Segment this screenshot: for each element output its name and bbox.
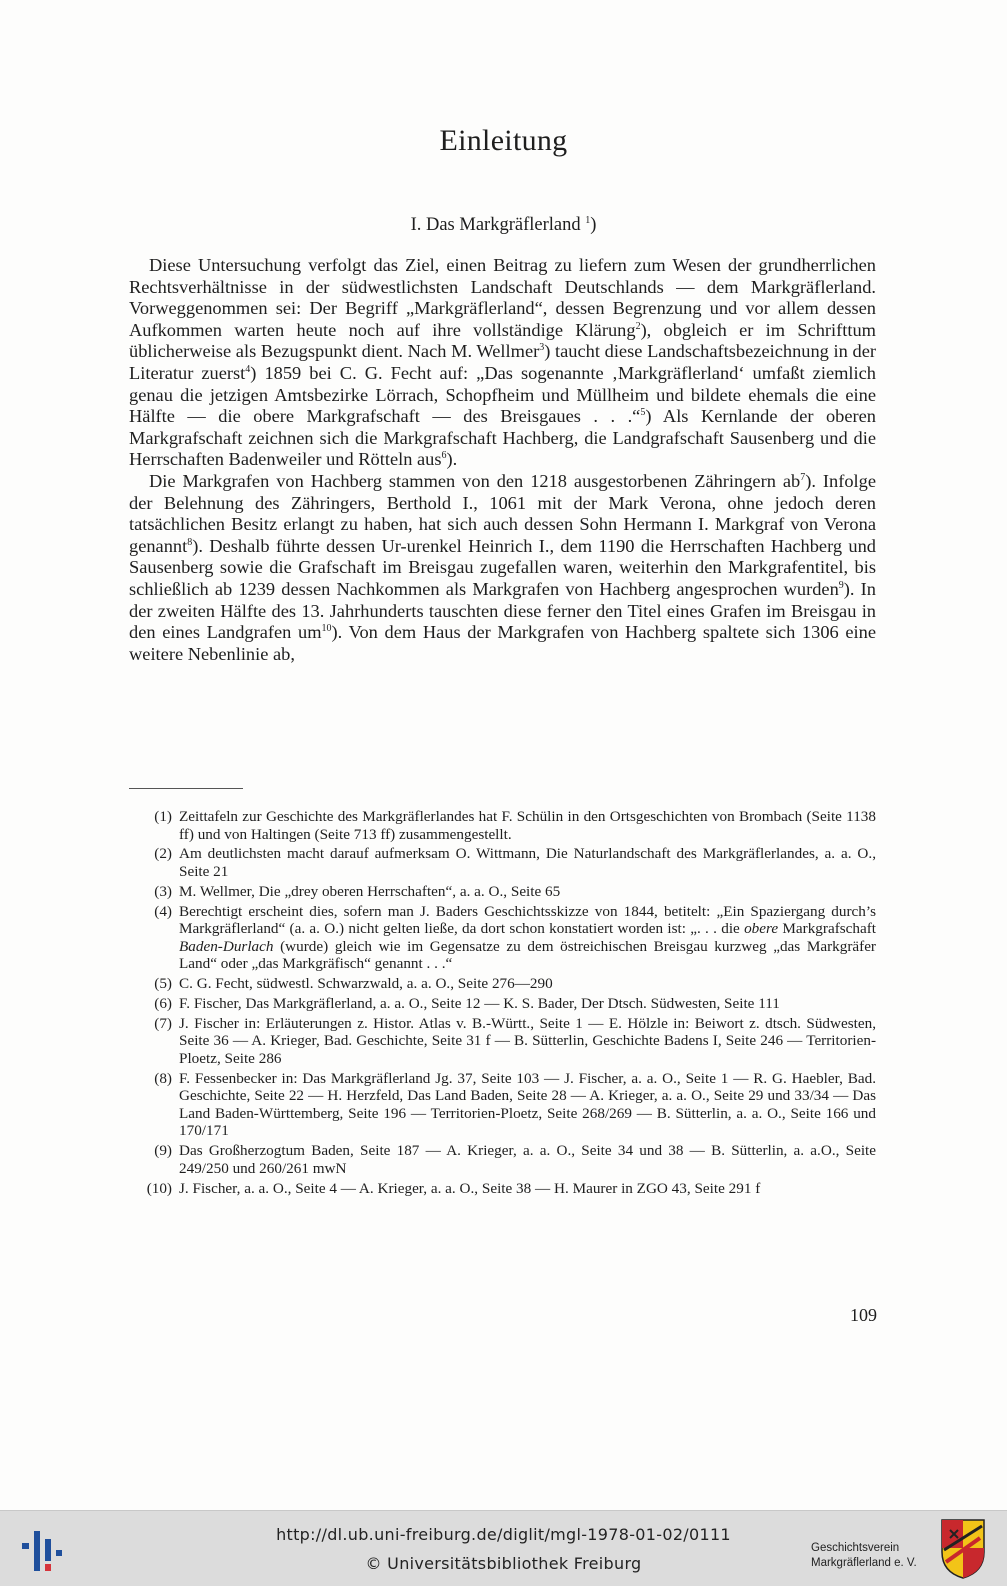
footnote-number: (6) (154, 994, 172, 1012)
text-run: F. Fischer, Das Markgräflerland, a. a. O., Seite 12 — K. S. Bader, Der Dtsch. Südwesten, Seite 111 (179, 994, 780, 1012)
footnote-item (129, 975, 876, 993)
italic-text: Baden-Durlach (179, 937, 274, 955)
footnote-number: (1) (154, 808, 172, 825)
footnote-item (129, 995, 876, 1013)
footnotes-list (129, 808, 876, 1199)
text-run: C. G. Fecht, südwestl. Schwarzwald, a. a. O., Seite 276—290 (179, 975, 553, 993)
footnote-item (129, 883, 876, 901)
footnote-number: (5) (154, 975, 172, 993)
text-run: F. Fessenbecker in: Das Markgräflerland Jg. 37, Seite 103 — J. Fischer, a. a. O., Seite 1 — R. G. Haebler, Bad. Geschichte, Seite 22 — H. Herzfeld, Das Land Baden, Seite 28 — A. Krieger, a. a. O., Seite 29 und 33/34 — Das Land Baden-Württemberg, Seite 196 — Territorien-Ploetz, Seite 268/269 — B. Sütterlin, a. a. O., Seite 166 und 170/171 (179, 1069, 876, 1140)
text-run: ), obgleich er im Schrifttum üblicherweise als Bezugspunkt dient. Nach M. Wellmer (129, 319, 876, 362)
body-paragraph (129, 471, 876, 665)
text-run: Zeittafeln zur Geschichte des Markgräflerlandes hat F. Schülin in den Ortsgeschichten von Brombach (Seite 1138 ff) und von Haltingen (Seite 713 ff) zusammengestellt. (179, 808, 876, 843)
text-run: ). Deshalb führte dessen Ur-urenkel Heinrich I., dem 1190 die Herrschaften Hachberg und Sausenberg sowie die Grafschaft im Breisgau zugefallen waren, weiterhin den Markgrafentitel, bis schließlich ab 1239 dessen Nachkommen als Markgrafen von Hachberg angesprochen wurden (129, 535, 876, 599)
body-text (129, 255, 876, 665)
footnote-ref: 9 (838, 579, 844, 591)
text-run: ) taucht diese Landschaftsbezeichnung in der Literatur zuerst (129, 341, 876, 383)
body-paragraph (129, 255, 876, 471)
footnote-ref: 4 (245, 363, 251, 375)
footnote-text (179, 975, 876, 993)
text-run: Das Großherzogtum Baden, Seite 187 — A. Krieger, a. a. O., Seite 34 und 38 — B. Sütterlin, a. a.O., Seite 249/250 und 260/261 mwN (179, 1142, 876, 1177)
page-number: 109 (850, 1305, 877, 1325)
footnote-ref: 3 (539, 342, 545, 354)
text-run: Die Markgrafen von Hachberg stammen von den 1218 ausgestorbenen Zähringern ab (149, 470, 801, 491)
publisher-name (811, 1541, 917, 1571)
footnote-text (179, 1015, 876, 1068)
footnote-number: (9) (154, 1142, 172, 1160)
publisher-line-1: Geschichtsverein (811, 1542, 900, 1554)
page-title: Einleitung (439, 124, 568, 157)
footnote-number: (8) (154, 1069, 172, 1087)
publisher-line-2: Markgräflerland e. V. (811, 1557, 917, 1569)
source-url-link[interactable]: http://dl.ub.uni-freiburg.de/diglit/mgl-1978-01-02/0111 (276, 1525, 731, 1544)
text-run: ) Als Kernlande der oberen Markgrafschaft zeichnen sich die Markgrafschaft Hachberg, die Landgrafschaft Sausenberg und die Herrschaften Badenweiler und Rötteln aus (129, 406, 876, 470)
footnote-number: (7) (154, 1014, 172, 1032)
footnote-divider (129, 788, 243, 789)
text-run: ) 1859 bei C. G. Fecht auf: „Das sogenannte ‚Markgräflerland‘ umfaßt ziemlich genau die jetzigen Amtsbezirke Lörrach, Schopfheim und Müllheim und bildete ehemals die eine Hälfte — die obere Markgrafschaft — des Breisgaues . . .“ (129, 362, 877, 427)
footnote-ref: 2 (635, 320, 641, 332)
footnote-item (129, 808, 876, 843)
footnote-item (129, 1015, 876, 1068)
text-run: ). Von dem Haus der Markgrafen von Hachberg spaltete sich 1306 eine weitere Nebenlinie ab, (129, 622, 876, 664)
italic-text: obere (744, 920, 779, 938)
footnote-item (129, 1180, 876, 1198)
text-run: Markgrafschaft (778, 920, 877, 938)
footnote-text (179, 845, 876, 880)
footnote-ref: 5 (640, 407, 646, 419)
footnote-ref: 7 (800, 471, 806, 483)
footnote-item (129, 903, 876, 973)
section-heading: I. Das Markgräflerland $^1$) (410, 215, 597, 235)
footnote-ref: 1 (585, 215, 591, 226)
footnote-number: (2) (154, 845, 172, 863)
text-run: ). Infolge der Belehnung des Zähringers, Berthold I., 1061 mit der Mark Verona, ohne jedoch deren tatsächlichen Besitz erlangt zu haben, hat sich auch dessen Sohn Hermann I. Markgraf von Verona genannt (129, 470, 876, 556)
footnote-text (179, 1070, 876, 1140)
footnote-item (129, 1142, 876, 1177)
footnote-text (179, 883, 876, 901)
footnote-text (179, 903, 876, 973)
footnote-ref: 6 (441, 450, 447, 462)
footnote-text (179, 995, 876, 1013)
footnote-item (129, 1070, 876, 1140)
footnote-ref: 10 (321, 623, 332, 635)
footnote-text (179, 1142, 876, 1177)
text-run: ). (446, 449, 458, 470)
footnote-text (179, 808, 876, 843)
text-run: Am deutlichsten macht darauf aufmerksam O. Wittmann, Die Naturlandschaft des Markgräflerlandes, a. a. O., Seite 21 (179, 845, 876, 880)
text-run: J. Fischer in: Erläuterungen z. Histor. Atlas v. B.-Württ., Seite 1 — E. Hölzle in: Beiwort z. dtsch. Südwesten, Seite 36 — A. Krieger, Bad. Geschichte, Seite 31 f — B. Sütterlin, Geschichte Badens I, Seite 246 — Territorien-Ploetz, Seite 286 (179, 1014, 876, 1067)
footnote-number: (3) (154, 882, 172, 900)
section-heading-text: I. Das Markgräflerland (410, 215, 581, 235)
footnote-number: (4) (154, 902, 172, 920)
text-run: M. Wellmer, Die „drey oberen Herrschaften“, a. a. O., Seite 65 (179, 882, 561, 900)
text-run: Diese Untersuchung verfolgt das Ziel, einen Beitrag zu liefern zum Wesen der grundherrlichen Rechtsverhältnisse in der südwestlichsten Landschaft Deutschlands — dem Markgräflerland. Vorweggenommen sei: Der Begriff „Markgräflerland“, dessen Begrenzung und vor allem dessen Aufkommen warten heute noch auf ihre vollständige Klärung (129, 255, 876, 340)
text-run: Berechtigt erscheint dies, sofern man J. Baders Geschichtsskizze von 1844, betitelt: „Ein Spaziergang durch’s Markgräflerland“ (a. a. O.) nicht gelten ließe, da dort schon konstatiert worden ist: „. . . die (179, 902, 876, 938)
text-run: ). In der zweiten Hälfte des 13. Jahrhunderts tauschten diese ferner den Titel eines Grafen im Breisgau in den eines Landgrafen um (129, 578, 876, 643)
coat-of-arms-icon (940, 1518, 986, 1580)
text-run: (wurde) gleich wie im Gegensatze zu dem östreichischen Breisgau kurzweg „das Markgräfer Land“ oder „das Markgräfisch“ genannt . . .“ (179, 937, 876, 973)
footnote-ref: 8 (187, 536, 193, 548)
footnote-text (179, 1180, 876, 1198)
footnote-number: (10) (146, 1179, 172, 1197)
footer-bar (0, 1510, 1007, 1586)
text-run: J. Fischer, a. a. O., Seite 4 — A. Krieger, a. a. O., Seite 38 — H. Maurer in ZGO 43, Seite 291 f (179, 1179, 761, 1197)
copyright-text: © Universitätsbibliothek Freiburg (365, 1554, 642, 1573)
footnote-item (129, 845, 876, 880)
